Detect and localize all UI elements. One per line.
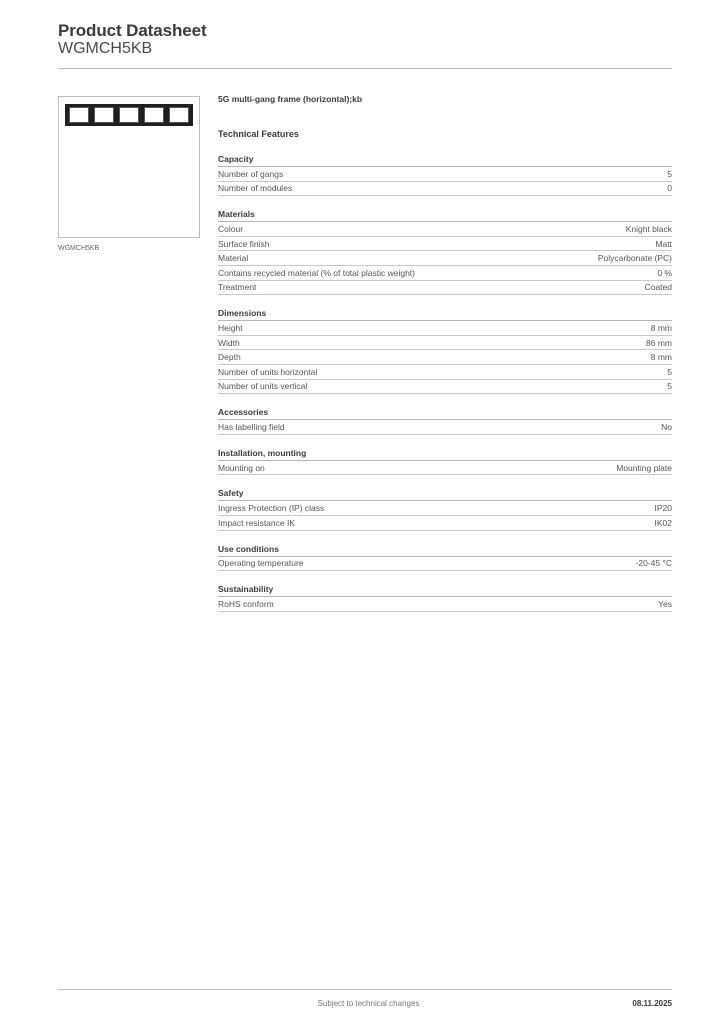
spec-row [218, 167, 672, 182]
spec-row [218, 222, 672, 237]
spec-value: Coated [644, 282, 672, 293]
spec-row [218, 237, 672, 252]
spec-label: Depth [218, 352, 241, 363]
spec-label: Number of units horizontal [218, 366, 318, 377]
spec-value: 86 mm [646, 337, 672, 348]
spec-row [218, 420, 672, 435]
spec-value: 5 [667, 381, 672, 392]
technical-features-heading: Technical Features [218, 129, 299, 139]
spec-sections [218, 154, 672, 612]
section-title: Materials [218, 209, 672, 222]
spec-row [218, 597, 672, 612]
spec-row [218, 365, 672, 380]
spec-label: Ingress Protection (IP) class [218, 503, 325, 514]
spec-row [218, 516, 672, 531]
spec-label: Number of units vertical [218, 381, 308, 392]
multi-gang-frame-image [65, 104, 193, 126]
spec-value: Matt [655, 238, 672, 249]
spec-value: 5 [667, 168, 672, 179]
footer-note: Subject to technical changes [317, 999, 420, 1008]
gang-slot [169, 107, 189, 123]
spec-value: Polycarbonate (PC) [597, 253, 672, 264]
spec-value: 0 [667, 183, 672, 194]
spec-label: Operating temperature [218, 558, 304, 569]
gang-slot [94, 107, 114, 123]
spec-value: 8 mm [650, 352, 672, 363]
gang-slot [69, 107, 89, 123]
spec-label: Number of gangs [218, 168, 284, 179]
gang-slot [119, 107, 139, 123]
spec-row [218, 182, 672, 197]
footer-divider [58, 989, 672, 990]
section-title: Sustainability [218, 584, 672, 597]
spec-row [218, 266, 672, 281]
spec-value: IP20 [654, 503, 672, 514]
spec-value: 0 % [657, 267, 672, 278]
spec-row [218, 321, 672, 336]
spec-label: Contains recycled material (% of total plastic weight) [218, 267, 415, 278]
image-caption: WGMCH5KB [58, 245, 100, 252]
spec-label: Height [218, 322, 243, 333]
spec-value: Yes [658, 598, 672, 609]
spec-label: Colour [218, 223, 244, 234]
spec-label: Impact resistance IK [218, 517, 296, 528]
spec-section [218, 448, 672, 476]
spec-row [218, 251, 672, 266]
spec-label: Has labelling field [218, 421, 285, 432]
section-title: Dimensions [218, 308, 672, 321]
spec-label: Surface finish [218, 238, 270, 249]
spec-value: Knight black [625, 223, 672, 234]
spec-row [218, 281, 672, 296]
spec-section [218, 209, 672, 295]
product-code: WGMCH5KB [58, 40, 153, 57]
spec-section [218, 308, 672, 394]
spec-label: RoHS conform [218, 598, 274, 609]
spec-value: 8 mm [650, 322, 672, 333]
header-divider [58, 68, 672, 69]
product-image [58, 96, 200, 238]
spec-row [218, 336, 672, 351]
footer-date: 08.11.2025 [632, 999, 672, 1008]
spec-label: Treatment [218, 282, 257, 293]
spec-label: Number of modules [218, 183, 293, 194]
spec-value: IK02 [654, 517, 672, 528]
spec-content [218, 94, 672, 612]
spec-value: Mounting plate [616, 462, 672, 473]
spec-section [218, 544, 672, 572]
spec-row [218, 557, 672, 572]
gang-slot [144, 107, 164, 123]
spec-value: No [661, 421, 672, 432]
section-title: Installation, mounting [218, 448, 672, 461]
spec-label: Mounting on [218, 462, 265, 473]
section-title: Safety [218, 488, 672, 501]
spec-row [218, 501, 672, 516]
spec-section [218, 154, 672, 196]
spec-value: 5 [667, 366, 672, 377]
section-title: Use conditions [218, 544, 672, 557]
section-title: Accessories [218, 407, 672, 420]
spec-label: Width [218, 337, 240, 348]
page-title: Product Datasheet [58, 21, 207, 40]
section-title: Capacity [218, 154, 672, 167]
spec-row [218, 461, 672, 476]
spec-row [218, 350, 672, 365]
spec-value: -20-45 °C [635, 558, 672, 569]
spec-section [218, 584, 672, 612]
spec-label: Material [218, 253, 249, 264]
product-name: 5G multi-gang frame (horizontal);kb [218, 94, 363, 104]
spec-section [218, 488, 672, 530]
spec-row [218, 380, 672, 395]
spec-section [218, 407, 672, 435]
